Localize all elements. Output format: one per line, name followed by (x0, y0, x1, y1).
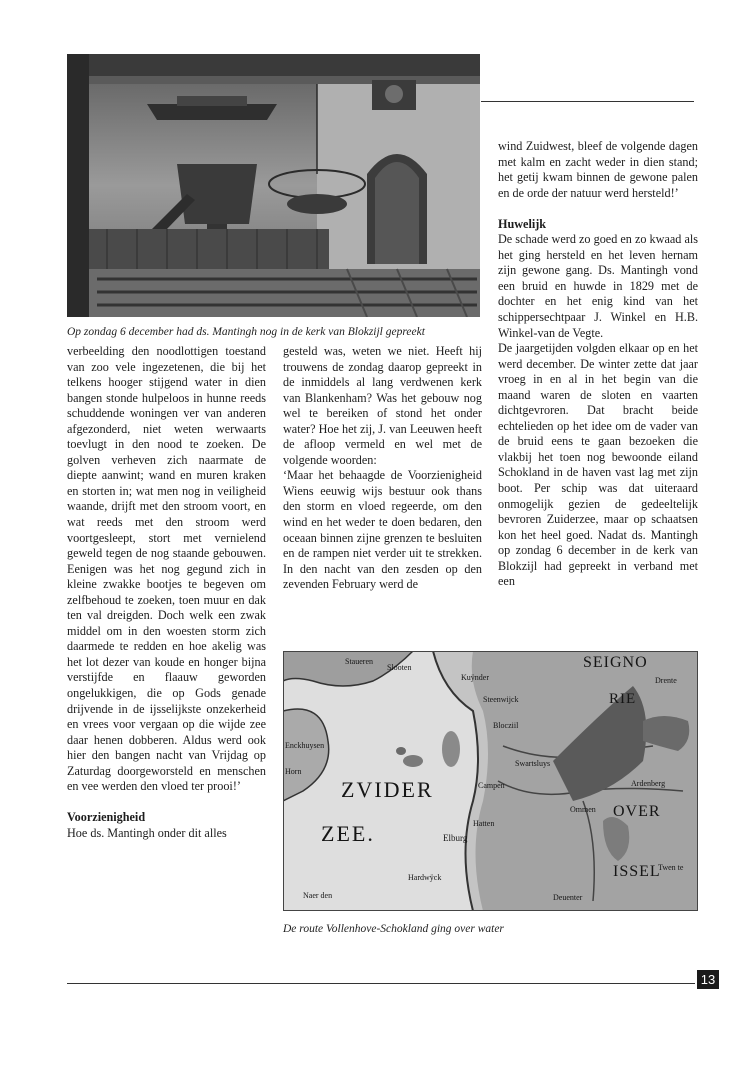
church-interior-image (67, 54, 480, 317)
paragraph: wind Zuidwest, bleef de volgende dagen met kalm en zacht weder in dien stand; het getij kwam binnen de gewone palen en de orde der natuur werd hersteld!’ (498, 139, 698, 200)
paragraph: Hoe ds. Mantingh onder dit alles (67, 825, 227, 840)
paragraph: gesteld was, weten we niet. Heeft hij trouwens de zondag daarop gepreekt in de inmiddels al lang verdwenen kerk van Blankenham? Was het gebouw nog wel te bereiken of stond het onder water? Hoe het zij, J. van Leeuwen heeft de afloop vermeld en wel met de volgende woorden: (283, 344, 482, 467)
map-label-deuenter: Deuenter (553, 893, 583, 902)
map-label-swartsluys: Swartsluys (515, 759, 551, 768)
map-label-over: OVER (613, 803, 661, 820)
map-label-ommen: Ommen (570, 805, 596, 814)
page-number: 13 (697, 970, 719, 989)
map-label-rie: RIE (609, 691, 637, 707)
heading-huwelijk: Huwelijk (498, 216, 547, 231)
paragraph: ‘Maar het behaagde de Voorzienigheid Wiens eeuwig wijs bestuur ook thans den storm en vloed regeerde, om den wind en het weder te doen bedaren, den oceaan binnen zijne grenzen te besluiten en de rampen niet verder uit te strekken. In den nacht van den zesden op den zevenden February werd de (283, 468, 482, 592)
map-label-hatten: Hatten (473, 819, 495, 828)
map-label-zuider: ZVIDER (341, 777, 434, 802)
article-column-3 (498, 139, 698, 590)
top-divider-line (481, 101, 694, 102)
map-caption: De route Vollenhove-Schokland ging over water (283, 923, 504, 935)
church-interior-photo (67, 54, 480, 317)
map-label-twente: Twen te (658, 863, 684, 872)
map-label-kuinder: Kuÿnder (461, 673, 489, 682)
map-label-campen: Campen (478, 781, 505, 790)
map-label-issel: ISSEL (613, 863, 661, 880)
photo-caption: Op zondag 6 december had ds. Mantingh nog in de kerk van Blokzijl gepreekt (67, 326, 425, 338)
historic-map (283, 651, 698, 911)
heading-voorzienigheid: Voorzienigheid (67, 810, 146, 825)
article-column-1 (67, 344, 266, 841)
map-label-elburg: Elburg (443, 833, 468, 843)
map-label-sloten: Slooten (387, 663, 412, 672)
map-label-naerden: Naer den (303, 891, 333, 900)
map-label-staueren: Staueren (345, 657, 373, 666)
map-label-drente: Drente (655, 676, 677, 685)
map-label-enckhuysen: Enckhuysen (285, 741, 325, 750)
map-label-zee: ZEE. (321, 821, 375, 846)
map-label-steenwijck: Steenwijck (483, 695, 519, 704)
article-column-2 (283, 344, 482, 593)
map-label-ardenberg: Ardenberg (631, 779, 666, 788)
map-label-hardwijck: Hardwÿck (408, 873, 442, 882)
bottom-divider-line (67, 983, 695, 984)
paragraph: De schade werd zo goed en zo kwaad als het ging hersteld en het leven hernam zijn gewone gang. Ds. Mantingh vond een bruid en huwde in 1829 met de dochter en het enig kind van het schippersechtpaar J. Winkel en H.B. Winkel-van de Vegte. (498, 232, 698, 340)
paragraph: verbeelding den noodlottigen toestand van zoo vele ingezetenen, die bij het telkens hooger stijgend water in dien bangen stonde hulpeloos in hunne reeds schuddende woningen ver van anderen afgezonderd, niet weten werwaarts toevlugt in den nood te zoeken. De golven verheven zich naarmate de diepte aanwint; wand en muren kraken en storten in; wat men nog in veiligheid waande, drijft met den stroom voort, en wat reeds met den stroom werd voortgesleept, stort met vernielend geweld tegen de nog staande gebouwen. Eenigen was het nog gegund zich in kleine zwakke bootjes te begeven om zelfbehoud te zoeken, toen muur en dak ten val dreigden. Doch welk een zwak middel om in den woesten storm zich daarmede te redden en hoe akelig was het lot dezer van koude en honger bijna verstijfde en flaauw geworden ongelukkigen, die op Gods genade drijvende in de ijsselijkste onzekerheid en vrees voor vergaan op die wijde zee daar henen dobberen. Aldus werd ook hier den bangen nacht van Vrijdag op Zaturdag doorgeworsteld en menschen en vee werden den vloed ter prooi!’ (67, 344, 266, 794)
map-label-horn: Horn (285, 767, 302, 776)
map-label-blocziil: Blocziil (493, 721, 519, 730)
paragraph: De jaargetijden volgden elkaar op en het werd december. De winter zette dat jaar vroeg in en al in het begin van die maand waren de sloten en vaarten dichtgevroren. Dat bracht beide echtelieden op het idee om de vader van de bruid eens te gaan bezoeken die vlakbij het toen nog bewoonde eiland Schokland in de haven vast lag met zijn boot. Per schip was dat uiteraard onmogelijk gezien de gedeeltelijk bevroren Zuiderzee, maar op schaatsen kon het heel goed. Nadat ds. Mantingh op zondag 6 december in de kerk van Blokzijl had gepreekt in verband met een (498, 341, 698, 589)
map-label-seigno: SEIGNO (583, 654, 648, 671)
